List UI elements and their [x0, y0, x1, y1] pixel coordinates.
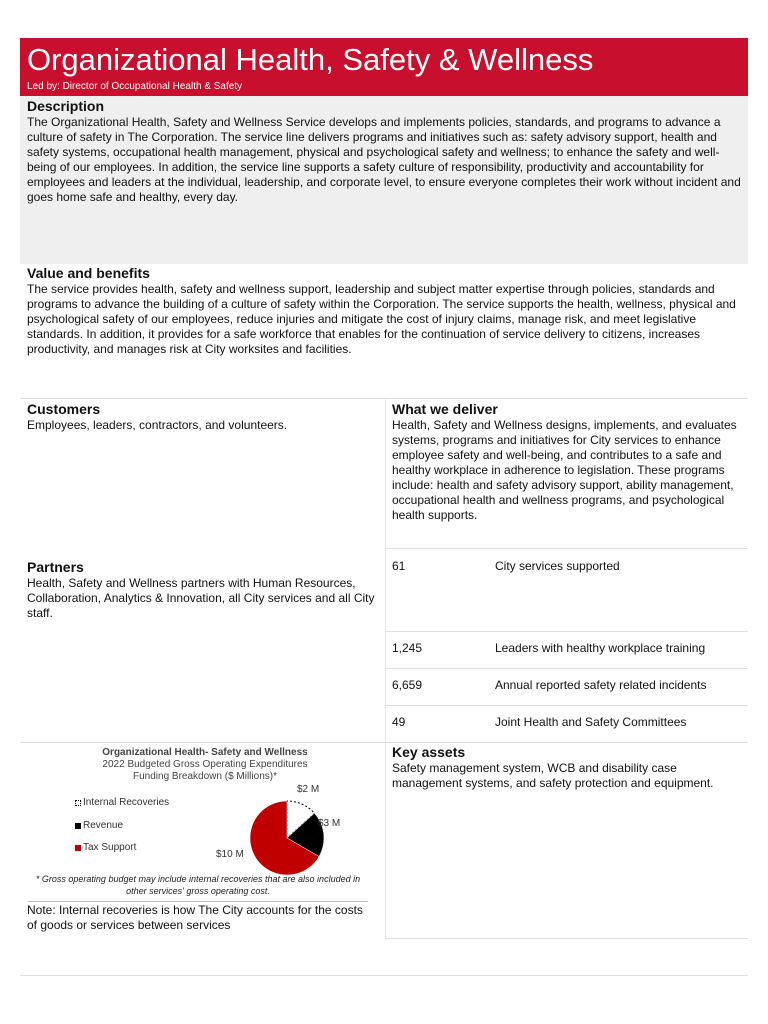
stat-value: 1,245 [392, 641, 423, 655]
divider [385, 631, 748, 632]
customers-section [27, 401, 377, 433]
legend-label: Internal Recoveries [83, 797, 170, 808]
slice-label-revenue: $3 M [318, 818, 341, 829]
led-by: Led by: Director of Occupational Health & Safety [27, 81, 243, 92]
legend-swatch [75, 845, 81, 851]
divider [20, 742, 748, 743]
legend-label: Revenue [83, 820, 124, 831]
stat-label: Annual reported safety related incidents [495, 678, 707, 692]
description-section [20, 96, 748, 264]
divider [385, 705, 748, 706]
page-header [20, 38, 748, 96]
divider [385, 938, 748, 939]
legend-swatch [75, 823, 81, 829]
key-assets-text: Safety management system, WCB and disability case management systems, and safety protection and equipment. [392, 761, 714, 790]
value-heading: Value and benefits [27, 265, 150, 281]
stat-value: 61 [392, 559, 406, 573]
page-title: Organizational Health, Safety & Wellness [27, 42, 594, 77]
description-heading: Description [27, 98, 105, 114]
customers-text: Employees, leaders, contractors, and volunteers. [27, 418, 288, 432]
customers-heading: Customers [27, 401, 101, 417]
deliver-section [392, 401, 744, 523]
divider [385, 548, 748, 549]
stat-value: 49 [392, 715, 406, 729]
description-text: The Organizational Health, Safety and Wellness Service develops and implements policies, standards, and programs to advance a culture of safety in The Corporation. The service line delivers programs and initiatives such as: safety advisory support, health and safety systems, occupational health management, physical and psychological safety and wellness; to enhance the safety and well-being of our employees. In addition, the service line supports a safety culture of responsibility, productivity and accountability for employees and leaders at the individual, leadership, and corporate level, to ensure everyone completes their work without incident and goes home safe and healthy, every day. [27, 115, 741, 204]
deliver-heading: What we deliver [392, 401, 498, 417]
key-assets-section [392, 744, 744, 791]
partners-text: Health, Safety and Wellness partners with Human Resources, Collaboration, Analytics & Innovation, all City services and all City staff. [27, 576, 375, 620]
value-text: The service provides health, safety and wellness support, leadership and subject matter expertise through policies, standards and programs to advance the building of a culture of safety within the Corporation. The service supports the health, wellness, physical and psychological safety of our employees, reduce injuries and mitigate the cost of injury claims, manage risk, and meet legislative standards. In addition, it provides for a safe workforce that enables for the continuation of service delivery to citizens, increases productivity, and manages risk at City worksites and facilities. [27, 282, 736, 356]
slice-label-internal-recoveries: $2 M [297, 784, 320, 795]
partners-section [27, 559, 377, 621]
note-text: Note: Internal recoveries is how The City accounts for the costs of goods or services between services [27, 903, 363, 932]
slice-label-tax-support: $10 M [216, 849, 244, 860]
chart-footnote: * Gross operating budget may include internal recoveries that are also included in other services' gross operating cost. [35, 874, 361, 896]
partners-heading: Partners [27, 559, 84, 575]
value-section [27, 265, 743, 357]
chart-subtitle: 2022 Budgeted Gross Operating Expenditures Funding Breakdown ($ Millions)* [102, 759, 308, 782]
legend-item [75, 820, 123, 831]
divider [28, 901, 368, 902]
legend-label: Tax Support [83, 842, 137, 853]
stat-label: Leaders with healthy workplace training [495, 641, 706, 655]
legend-item [75, 797, 169, 808]
stat-value: 6,659 [392, 678, 423, 692]
key-assets-heading: Key assets [392, 744, 466, 760]
deliver-text: Health, Safety and Wellness designs, implements, and evaluates systems, programs and initiatives for City services to enhance employee safety and well-being, and contributes to a safe and healthy workplace in adherence to legislation. These programs include: health and safety advisory support, ability management, occupational health and wellness programs, and psychological health supports. [392, 418, 737, 522]
divider [20, 398, 748, 399]
legend-swatch [75, 800, 81, 806]
divider [20, 975, 748, 976]
stat-label: City services supported [495, 559, 620, 573]
chart-title: Organizational Health- Safety and Wellness [102, 747, 308, 758]
divider [385, 668, 748, 669]
legend-item [75, 842, 136, 853]
stat-label: Joint Health and Safety Committees [495, 715, 687, 729]
